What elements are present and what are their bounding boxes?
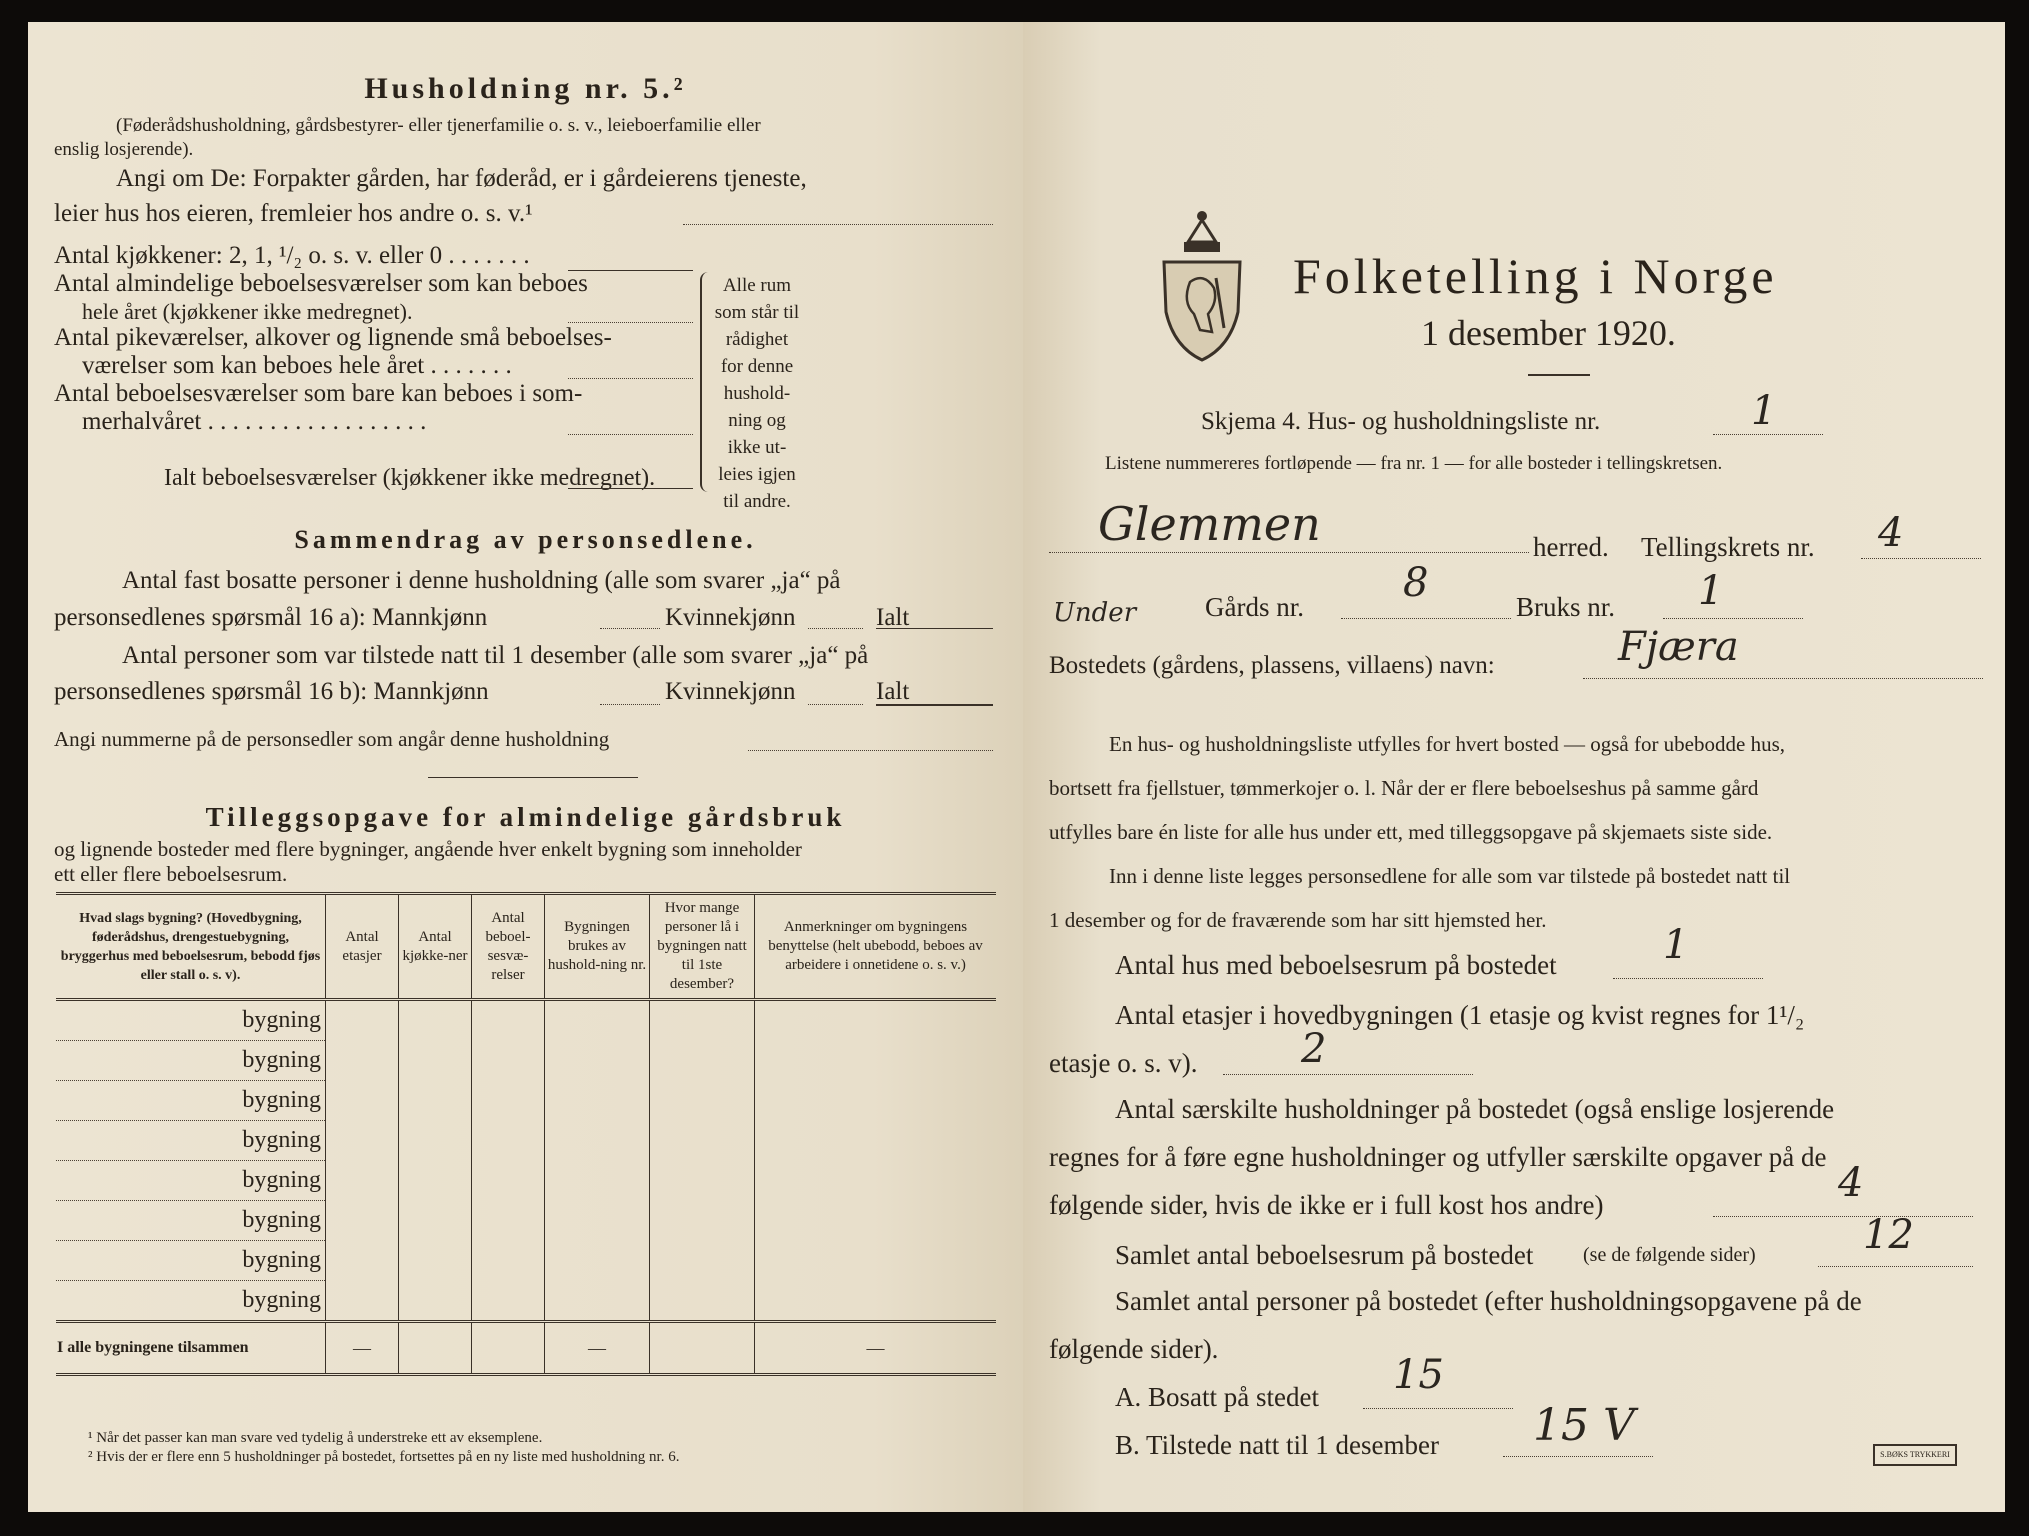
skjema-label: Skjema 4. Hus- og husholdningsliste nr.: [1201, 408, 1601, 435]
pikevaerelser-answer: [568, 378, 693, 379]
household-title: Husholdning nr. 5.²: [364, 72, 687, 105]
side-note-line: for denne: [720, 356, 794, 377]
total-row: [56, 1322, 996, 1375]
side-note-line: Alle rum: [722, 275, 792, 296]
ialt-vaerelser-label: Ialt beboelsesværelser (kjøkkener ikke medregnet).: [164, 465, 656, 491]
skjema-answer-line: [1713, 434, 1823, 435]
summary-1a: Antal fast bosatte personer i denne husholdning (alle som svarer „ja“ på: [122, 567, 841, 594]
side-note-line: rådighet: [725, 329, 789, 350]
angi-answer-line: [683, 224, 993, 225]
summary-1-kvinne: Kvinnekjønn: [665, 604, 796, 631]
antal-hus-label: Antal hus med beboelsesrum på bostedet: [1115, 950, 1557, 980]
table-row: [56, 1121, 996, 1161]
instruction-line: Inn i denne liste legges personsedlene for alle som var tilstede på bostedet natt til: [1109, 864, 1791, 888]
summary-2-kvinne: Kvinnekjønn: [665, 678, 796, 705]
bygning-label: bygning: [56, 1000, 326, 1041]
kjokkener-label: Antal kjøkkener: 2, 1, ¹/₂ o. s. v. eller 0 . . . . . . .: [54, 242, 530, 269]
ialt-answer: [568, 488, 693, 489]
etasjer-line-2: etasje o. s. v).: [1049, 1048, 1198, 1078]
bruks-value: 1: [1698, 568, 1724, 614]
bosted-label: Bostedets (gårdens, plassens, villaens) navn:: [1049, 652, 1495, 679]
summary-2a: Antal personer som var tilstede natt til 1 desember (alle som svarer „ja“ på: [122, 642, 869, 669]
instructions: [1049, 722, 1984, 942]
antal-hus-value: 1: [1663, 922, 1689, 968]
sommer-label-1: Antal beboelsesværelser som bare kan beboes i som-: [54, 380, 583, 407]
summary-title: Sammendrag av personsedlene.: [294, 525, 757, 554]
coat-of-arms-icon: [1160, 202, 1244, 362]
samlet-pers-line-2: følgende sider).: [1049, 1334, 1219, 1364]
side-note-line: ikke ut-: [727, 437, 787, 458]
household-subtitle-2: enslig losjerende).: [54, 139, 194, 160]
side-note: [712, 272, 802, 515]
col-header-anmerkninger: Anmerkninger om bygningens benyttelse (helt ubebodd, beboes av arbeidere i onnetidene o. s. v.): [755, 894, 997, 1000]
instruction-line: En hus- og husholdningsliste utfylles for hvert bosted — også for ubebodde hus,: [1109, 732, 1785, 756]
hush-answer-line: [1713, 1216, 1973, 1217]
bosatt-line: [1363, 1408, 1513, 1409]
nummerne-label: Angi nummerne på de personsedler som angår denne husholdning: [54, 727, 610, 751]
samlet-rum-note: (se de følgende sider): [1583, 1244, 1756, 1266]
antal-hus-line: [1613, 978, 1763, 979]
etasjer-answer-line: [1223, 1074, 1473, 1075]
footnote-1: ¹ Når det passer kan man svare ved tydelig å understreke ett av eksemplene.: [88, 1430, 543, 1446]
summary-2b: personsedlenes spørsmål 16 b): Mannkjønn: [54, 678, 489, 705]
bygning-label: bygning: [56, 1081, 326, 1121]
samlet-pers-line-1: Samlet antal personer på bostedet (efter husholdningsopgavene på de: [1115, 1286, 1862, 1316]
left-page: [28, 22, 1023, 1512]
table-row: [56, 1000, 996, 1041]
hush-line-1: Antal særskilte husholdninger på bostedet (også enslige losjerende: [1115, 1094, 1835, 1124]
angi-line-1: Angi om De: Forpakter gården, har føderåd, er i gårdeierens tjeneste,: [116, 165, 807, 192]
table-row: [56, 1041, 996, 1081]
table-row: [56, 1201, 996, 1241]
tellingskrets-line: [1861, 558, 1981, 559]
sommer-label-2: merhalvåret . . . . . . . . . . . . . . . . . .: [82, 408, 427, 435]
total-label: I alle bygningene tilsammen: [57, 1339, 249, 1356]
summary-1b: personsedlenes spørsmål 16 a): Mannkjønn: [54, 604, 488, 631]
herred-label: herred.: [1533, 532, 1609, 562]
herred-value: Glemmen: [1098, 497, 1321, 551]
hush-value: 4: [1838, 1160, 1864, 1206]
almindelige-label-1: Antal almindelige beboelsesværelser som kan beboes: [54, 270, 588, 297]
census-title: Folketelling i Norge: [1293, 248, 1778, 304]
tilstede-value: 15 V: [1533, 1400, 1635, 1451]
col-header-bygning: Hvad slags bygning? (Hovedbygning, føderådshus, drengestuebygning, bryggerhus med beboelsesrum, bebodd fjøs eller stall o. s. v).: [56, 894, 326, 1000]
side-note-line: hushold-: [723, 383, 791, 404]
side-note-line: ning og: [728, 410, 786, 431]
hush-line-3: følgende sider, hvis de ikke er i full kost hos andre): [1049, 1190, 1604, 1220]
samlet-rum-line: [1818, 1266, 1973, 1267]
samlet-rum-label: Samlet antal beboelsesrum på bostedet: [1115, 1240, 1534, 1270]
bygning-label: bygning: [56, 1041, 326, 1081]
total-dash: —: [545, 1322, 650, 1375]
household-subtitle-1: (Føderådshusholdning, gårdsbestyrer- eller tjenerfamilie o. s. v., leieboerfamilie eller: [116, 115, 761, 136]
total-dash: —: [326, 1322, 399, 1375]
printer-mark: S.BØKS TRYKKERI: [1873, 1444, 1957, 1466]
title-divider: [1528, 374, 1590, 376]
bygning-label: bygning: [56, 1241, 326, 1281]
hush-line-2: regnes for å føre egne husholdninger og utfyller særskilte opgaver på de: [1049, 1142, 1827, 1172]
pikevaerelser-label-2: værelser som kan beboes hele året . . . . . . .: [82, 352, 512, 379]
instruction-line: 1 desember og for de fraværende som har sitt hjemsted her.: [1049, 908, 1547, 932]
bygning-label: bygning: [56, 1201, 326, 1241]
bruks-label: Bruks nr.: [1516, 592, 1616, 622]
listene-note: Listene nummereres fortløpende — fra nr. 1 — for alle bosteder i tellingskretsen.: [1105, 453, 1723, 474]
skjema-value: 1: [1751, 388, 1777, 434]
tillegg-title: Tilleggsopgave for almindelige gårdsbruk: [205, 802, 846, 832]
etasjer-line-1: Antal etasjer i hovedbygningen (1 etasje og kvist regnes for 1¹/₂: [1115, 1000, 1805, 1030]
bosatt-value: 15: [1393, 1352, 1444, 1398]
right-page: [1023, 22, 2005, 1512]
summary-2-ialt: Ialt: [876, 678, 910, 705]
sommer-answer: [568, 434, 693, 435]
summary-1-kvinne-line: [808, 628, 863, 629]
bygning-label: bygning: [56, 1121, 326, 1161]
gards-label: Gårds nr.: [1205, 592, 1304, 622]
summary-1-mann-line: [600, 628, 660, 629]
table-row: [56, 1161, 996, 1201]
col-header-beboelsesvaerelser: Antal beboel-sesvæ-relser: [472, 894, 545, 1000]
angi-line-2: leier hus hos eieren, fremleier hos andre o. s. v.¹: [54, 200, 533, 227]
bosted-value: Fjæra: [1618, 624, 1739, 670]
tilstede-line: [1503, 1456, 1653, 1457]
almindelige-answer: [568, 322, 693, 323]
nummerne-line: [748, 750, 993, 751]
table-row: [56, 1081, 996, 1121]
kjokkener-answer: [568, 270, 693, 271]
col-header-husholdning: Bygningen brukes av hushold-ning nr.: [545, 894, 650, 1000]
footnote-2: ² Hvis der er flere enn 5 husholdninger på bostedet, fortsettes på en ny liste med husholdning nr. 6.: [88, 1449, 680, 1465]
tellingskrets-value: 4: [1878, 510, 1904, 556]
tillegg-line-2: ett eller flere beboelsesrum.: [54, 862, 288, 886]
col-header-kjokkener: Antal kjøkke-ner: [399, 894, 472, 1000]
instruction-line: bortsett fra fjellstuer, tømmerkojer o. l. Når der er flere beboelseshus på samme gård: [1049, 776, 1759, 800]
side-note-line: som står til: [714, 302, 800, 323]
summary-2-kvinne-line: [808, 704, 863, 705]
gards-line: [1341, 618, 1511, 619]
bygning-label: bygning: [56, 1281, 326, 1322]
bosatt-label: A. Bosatt på stedet: [1115, 1382, 1319, 1412]
bosted-line: [1583, 678, 1983, 679]
etasjer-value: 2: [1301, 1026, 1327, 1072]
herred-line: [1049, 552, 1529, 553]
summary-1-ialt-line: [876, 628, 993, 629]
total-dash: —: [755, 1322, 997, 1375]
section-divider: [428, 777, 638, 778]
col-header-personer: Hvor mange personer lå i bygningen natt til 1ste desember?: [650, 894, 755, 1000]
tellingskrets-label: Tellingskrets nr.: [1641, 532, 1815, 562]
census-date: 1 desember 1920.: [1421, 313, 1676, 353]
side-note-line: leies igjen: [718, 464, 796, 485]
side-note-line: til andre.: [723, 491, 791, 512]
pikevaerelser-label-1: Antal pikeværelser, alkover og lignende små beboelses-: [54, 324, 612, 351]
summary-1-ialt: Ialt: [876, 604, 910, 631]
summary-2-ialt-line: [876, 704, 993, 706]
tilstede-label: B. Tilstede natt til 1 desember: [1115, 1430, 1439, 1460]
samlet-rum-value: 12: [1863, 1212, 1914, 1258]
summary-2-mann-line: [600, 704, 660, 705]
instruction-line: utfylles bare én liste for alle hus under ett, med tilleggsopgave på skjemaets siste side.: [1049, 820, 1773, 844]
tillegg-line-1: og lignende bosteder med flere bygninger, angående hver enkelt bygning som inneholder: [54, 837, 802, 861]
bygning-label: bygning: [56, 1161, 326, 1201]
gards-value: 8: [1403, 560, 1429, 606]
buildings-table: [56, 892, 996, 1376]
side-note-brace: [700, 272, 712, 492]
bruks-line: [1663, 618, 1803, 619]
gards-prefix: Under: [1053, 598, 1137, 628]
col-header-etasjer: Antal etasjer: [326, 894, 399, 1000]
almindelige-label-2: hele året (kjøkkener ikke medregnet).: [82, 299, 413, 324]
table-row: [56, 1241, 996, 1281]
table-row: [56, 1281, 996, 1322]
